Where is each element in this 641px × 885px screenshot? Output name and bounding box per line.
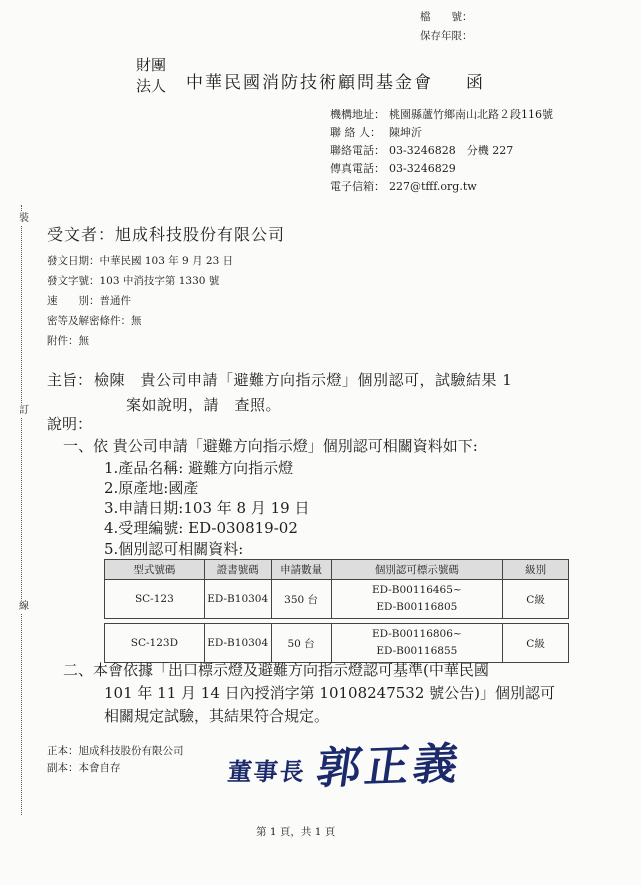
cell-cert: ED-B10304 (204, 624, 271, 663)
explanation-item2-line1: 二、本會依據「出口標示燈及避難方向指示燈認可基準(中華民國 (63, 661, 489, 679)
issue-date: 發文日期：中華民國 103 年 9 月 23 日 (47, 255, 234, 267)
binding-char-top: 裝 (19, 213, 29, 224)
mark-from: ED-B00116806~ (371, 628, 462, 640)
file-number-label: 檔 號： (420, 11, 473, 23)
distribution-copy: 副本：本會自存 (47, 762, 121, 774)
binding-char-bottom: 線 (19, 601, 29, 612)
person-value: 陳坤沂 (389, 126, 422, 139)
subitem-apply-date: 3.申請日期:103 年 8 月 19 日 (104, 499, 310, 517)
mark-from: ED-B00116465~ (371, 584, 462, 596)
retention-label: 保存年限： (420, 30, 473, 42)
address-value: 桃園縣蘆竹鄉南山北路２段116號 (389, 108, 553, 121)
org-name: 中華民國消防技術顧問基金會 (186, 73, 433, 93)
contact-fax (330, 160, 456, 176)
subitem-approval-data: 5.個別認可相關資料: (104, 540, 244, 558)
email-value: 227@tfff.org.tw (389, 180, 477, 193)
fax-value: 03-3246829 (389, 162, 456, 175)
cell-grade: C級 (503, 580, 569, 619)
table-row (105, 624, 569, 663)
contact-address (330, 106, 553, 122)
distribution-original: 正本：旭成科技股份有限公司 (47, 745, 184, 757)
email-label: 電子信箱： (330, 180, 385, 193)
fax-label: 傳真電話： (330, 162, 385, 175)
org-type-line2: 法人 (136, 77, 167, 95)
signature-name: 郭正義 (313, 738, 466, 795)
signature-title: 董事長 (226, 757, 308, 786)
header-model: 型式號碼 (105, 560, 205, 580)
subject-label: 主旨： (47, 371, 93, 389)
subitem-receipt-no: 4.受理編號: ED-030819-02 (104, 519, 298, 537)
header-grade: 級別 (503, 560, 569, 580)
speed-class: 速 別：普通件 (47, 295, 131, 307)
cell-model: SC-123 (105, 580, 205, 619)
header-cert: 證書號碼 (204, 560, 271, 580)
address-label: 機構地址： (330, 108, 385, 121)
explanation-item2-line2: 101 年 11 月 14 日內授消字第 10108247532 號公告)」個別認可 (104, 684, 556, 702)
recipient-label: 受文者： (47, 225, 116, 244)
org-type (136, 55, 166, 97)
page-number: 第 1 頁，共 1 頁 (256, 826, 336, 838)
cell-model: SC-123D (105, 624, 205, 663)
cell-cert: ED-B10304 (204, 580, 271, 619)
cell-mark (331, 580, 503, 619)
issue-number: 發文字號：103 中消技字第 1330 號 (47, 275, 220, 287)
binding-line (21, 205, 22, 815)
contact-email (330, 178, 477, 194)
attachment: 附件：無 (47, 335, 89, 347)
phone-label: 聯絡電話： (330, 144, 385, 157)
contact-person (330, 124, 422, 140)
recipient-name: 旭成科技股份有限公司 (115, 225, 286, 244)
explanation-label: 說明： (47, 415, 93, 433)
subject-line2: 案如說明，請 查照。 (126, 396, 282, 414)
table-row (105, 580, 569, 619)
cell-qty: 350 台 (271, 580, 331, 619)
contact-phone (330, 142, 513, 158)
mark-to: ED-B00116805 (376, 601, 458, 613)
binding-char-mid: 訂 (19, 405, 29, 416)
subitem-product: 1.產品名稱: 避難方向指示燈 (104, 459, 294, 477)
explanation-item1: 一、依 貴公司申請「避難方向指示燈」個別認可相關資料如下: (63, 437, 478, 455)
explanation-item2-line3: 相關規定試驗，其結果符合規定。 (104, 707, 330, 725)
org-type-line1: 財團 (136, 56, 167, 74)
doc-kind: 函 (466, 73, 483, 93)
cell-mark (331, 624, 503, 663)
person-label: 聯 絡 人： (330, 126, 381, 139)
approval-table (104, 559, 569, 663)
table-header-row (105, 560, 569, 580)
header-qty: 申請數量 (271, 560, 331, 580)
mark-to: ED-B00116855 (376, 645, 458, 657)
subject-line1: 檢陳 貴公司申請「避難方向指示燈」個別認可，試驗結果 1 (94, 371, 513, 389)
cell-grade: C級 (503, 624, 569, 663)
secrecy-condition: 密等及解密條件：無 (47, 315, 142, 327)
phone-value: 03-3246828 分機 227 (389, 144, 514, 157)
subitem-origin: 2.原產地:國產 (104, 479, 199, 497)
recipient (47, 222, 285, 245)
header-mark: 個別認可標示號碼 (331, 560, 503, 580)
cell-qty: 50 台 (271, 624, 331, 663)
